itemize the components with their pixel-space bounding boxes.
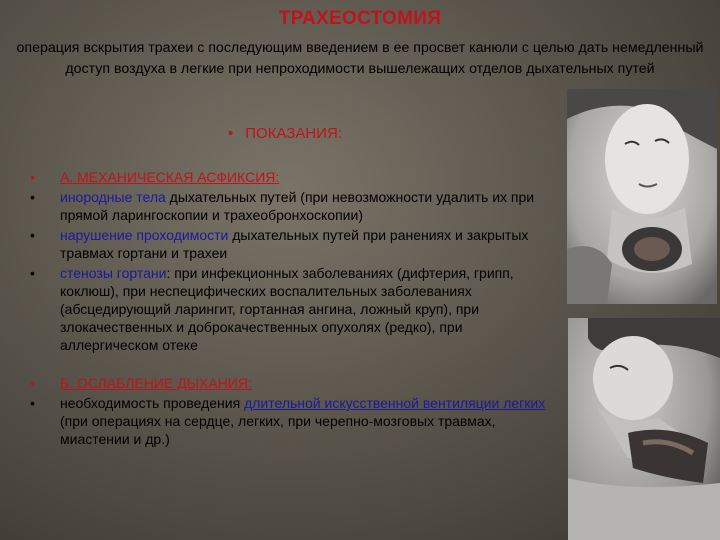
bullet-icon: • [30, 265, 35, 281]
list-item-heading-b [30, 374, 560, 392]
item-lead: нарушение проходимости [60, 227, 229, 243]
slide-title: ТРАХЕОСТОМИЯ [278, 8, 442, 29]
indications-list [30, 168, 560, 450]
bullet-icon: • [30, 169, 35, 185]
list-item [30, 394, 560, 448]
patient-photo-bottom-image [568, 318, 720, 540]
item-text: дыхательных путей при ранениях и закрытых травмах гортани и трахеи [60, 227, 529, 261]
patient-photo-bottom [568, 318, 720, 540]
bullet-icon: • [228, 125, 234, 142]
item-text: (при операциях на сердце, легких, при черепно-мозговых травмах, миастении и др.) [60, 413, 496, 447]
indications-label: ПОКАЗАНИЯ: [245, 125, 342, 142]
item-text: дыхательных путей (при невозможности удалить их при прямой ларингоскопии и трахеобронхоскопии) [60, 189, 535, 223]
item-lead: инородные тела [60, 189, 166, 205]
item-text: : при инфекционных заболеваниях (дифтерия, грипп, коклюш), при неспецифических воспалительных заболеваниях (абсцедирующий ларингит, гортанная ангина, ложный круп), при злокачественных и доброкачественных опухолях (редко), при аллергическом отеке [60, 265, 514, 353]
bullet-icon: • [30, 227, 35, 243]
section-b-heading: Б. ОСЛАБЛЕНИЕ ДЫХАНИЯ: [60, 375, 252, 391]
patient-photo-top-image [567, 89, 717, 304]
slide-subtitle: операция вскрытия трахеи с последующим введением в ее просвет канюли с целью дать немедленный доступ воздуха в легкие при непроходимости вышележащих отделов дыхательных путей [16, 40, 704, 77]
indications-heading [228, 125, 342, 142]
item-pre: необходимость проведения [60, 395, 245, 411]
patient-photo-top [567, 89, 717, 304]
item-lead: стенозы гортани [60, 265, 167, 281]
bullet-icon: • [30, 189, 35, 205]
bullet-icon: • [30, 375, 35, 391]
list-item [30, 188, 560, 224]
list-item [30, 226, 560, 262]
list-item-heading-a [30, 168, 560, 186]
list-item [30, 264, 560, 354]
section-a-heading: А. МЕХАНИЧЕСКАЯ АСФИКСИЯ: [60, 169, 280, 185]
item-lead: длительной искусственной вентиляции легких [244, 395, 546, 411]
bullet-icon: • [30, 395, 35, 411]
